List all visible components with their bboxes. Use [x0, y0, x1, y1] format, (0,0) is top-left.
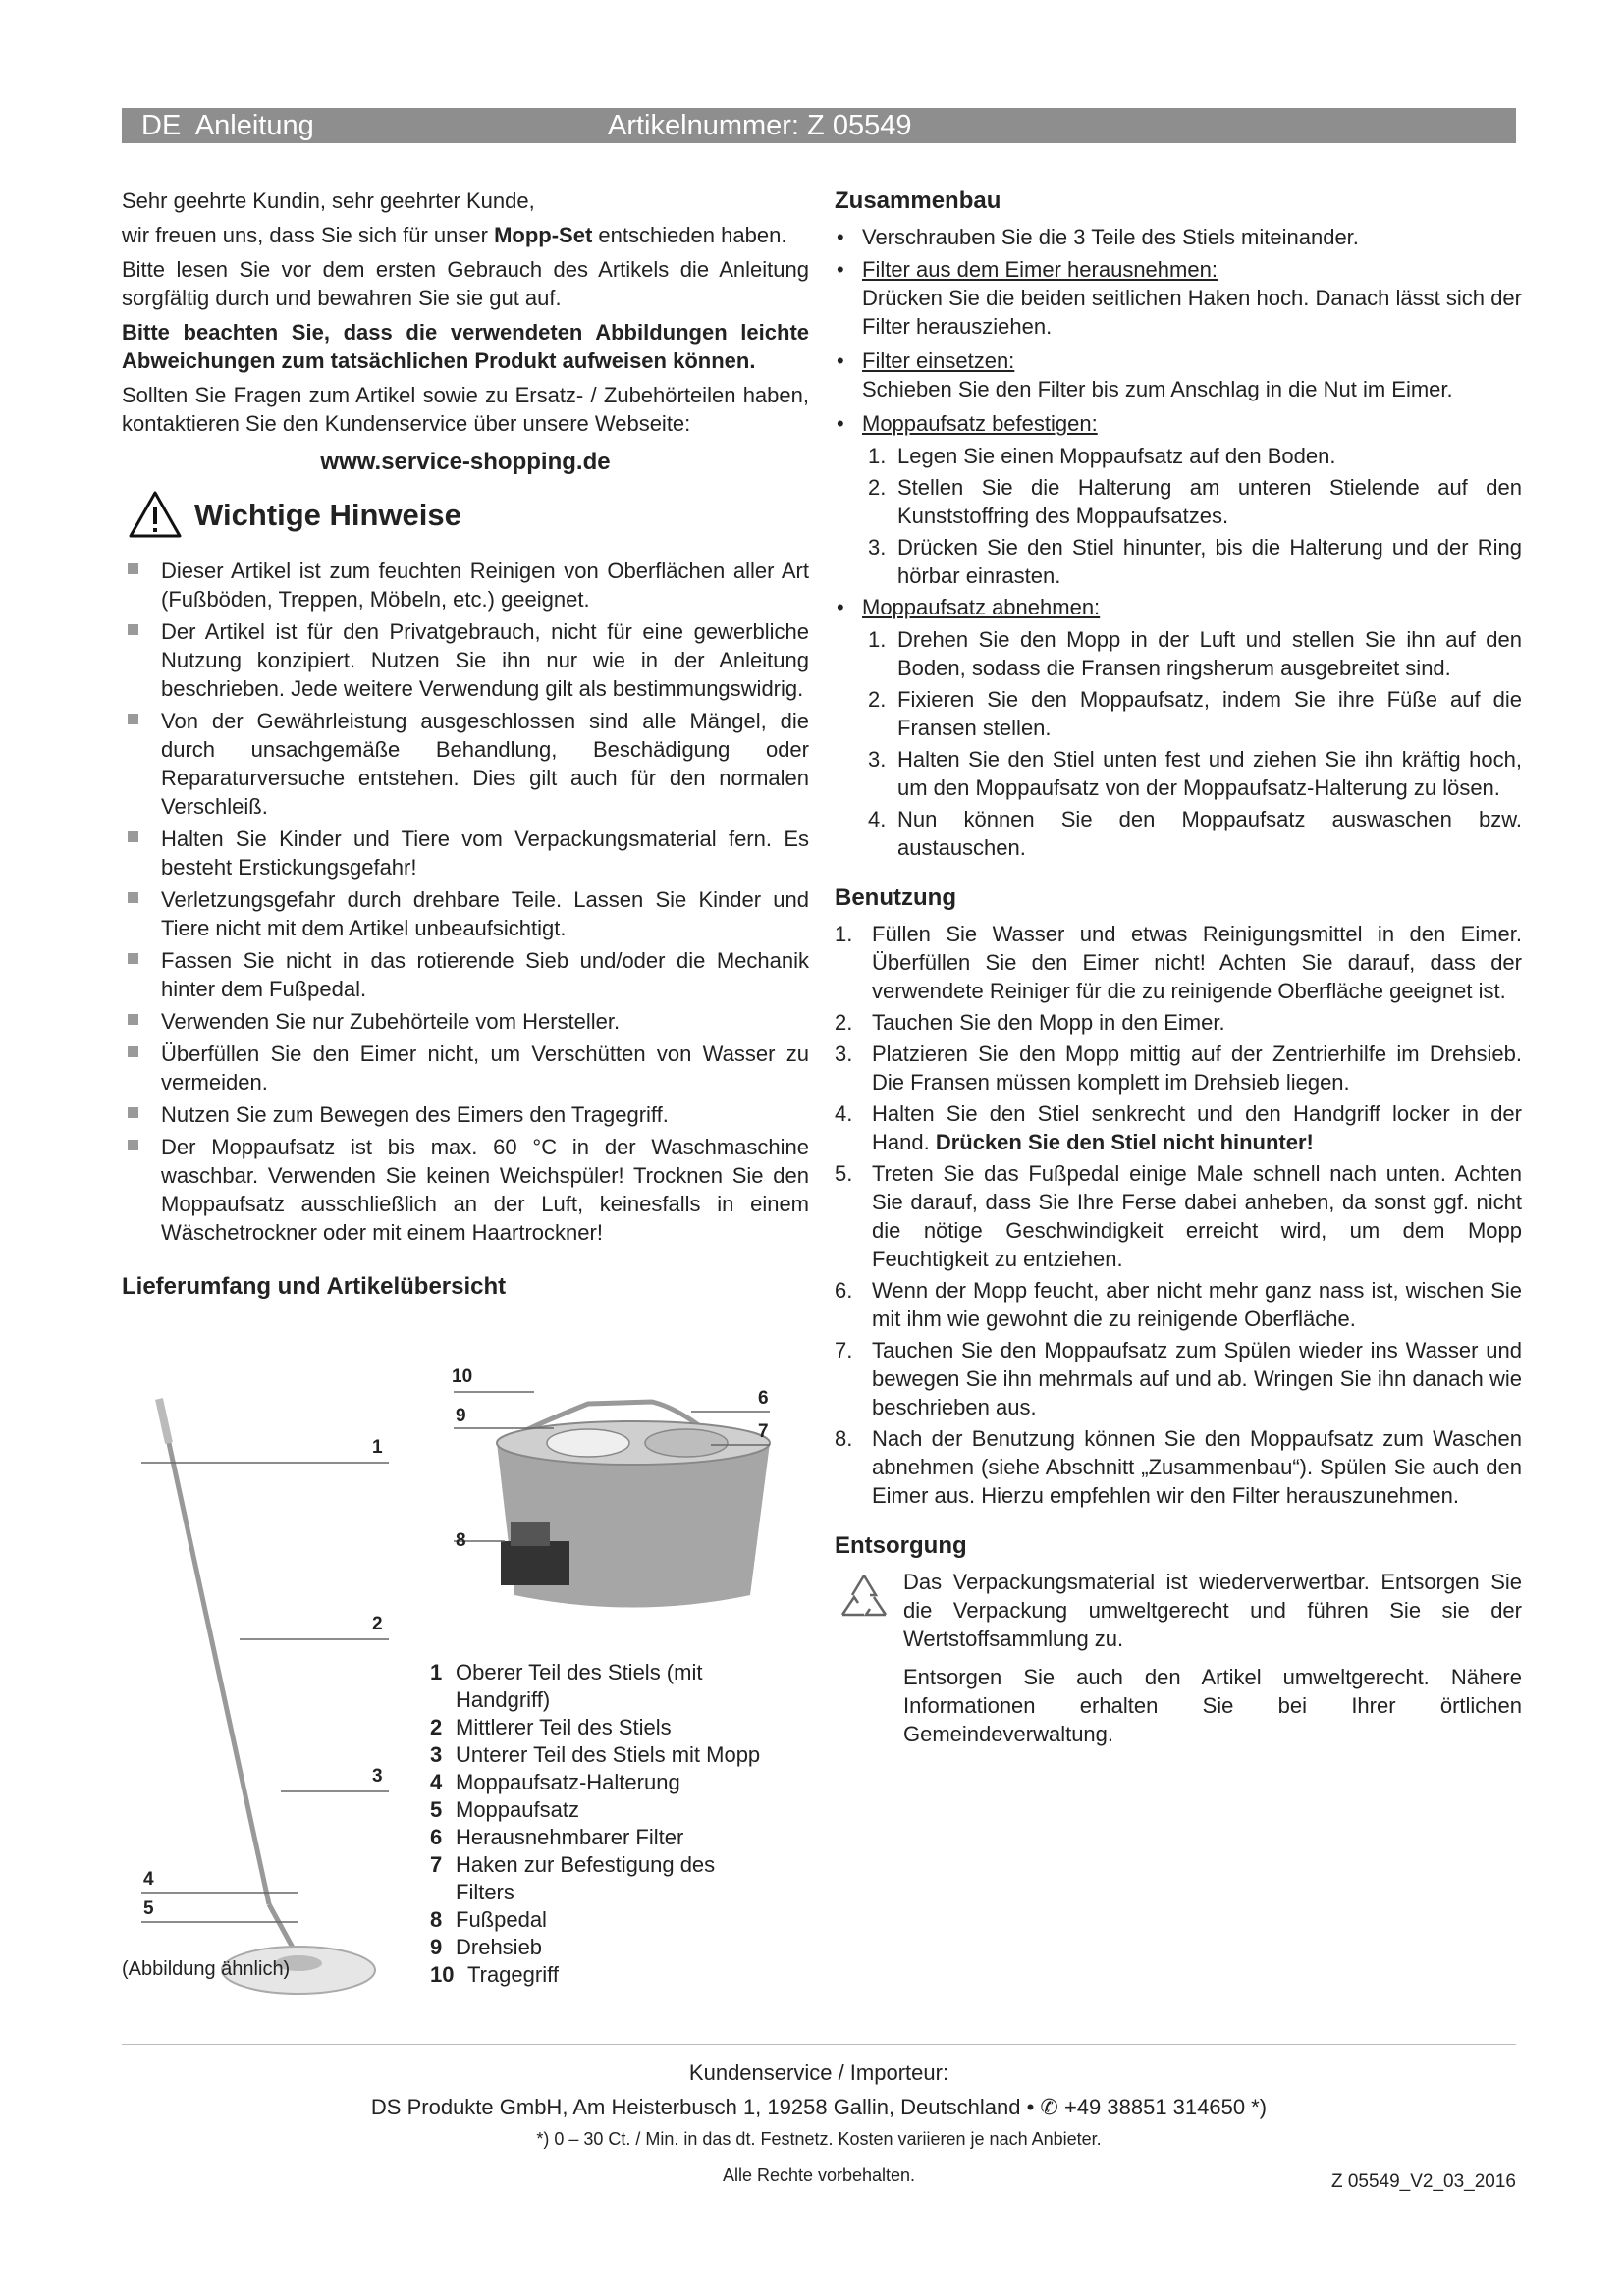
- document-version: Z 05549_V2_03_2016: [1330, 2171, 1516, 2192]
- figure-caption: (Abbildung ähnlich): [122, 1958, 291, 1980]
- list-item: 3. Drücken Sie den Stiel hinunter, bis die Halterung und der Ring hörbar einrasten.: [868, 535, 1522, 588]
- parts-list: [430, 1659, 776, 1989]
- list-item: 7 Haken zur Befestigung des Filters: [430, 1852, 716, 1904]
- disposal-p1: Das Verpackungsmaterial ist wiederverwertbar. Entsorgen Sie die Verpackung umweltgerecht und führen Sie sie der Wertstoffsammlung zu.: [903, 1570, 1522, 1651]
- header-language: DE Anleitung: [141, 110, 314, 141]
- header-article-number: Artikelnummer: Z 05549: [608, 110, 912, 141]
- bullet-square-icon: [128, 1140, 138, 1150]
- bullet-square-icon: [128, 831, 138, 842]
- intro-p2: Bitte lesen Sie vor dem ersten Gebrauch des Artikels die Anleitung sorgfältig durch und bewahren Sie sie gut auf.: [122, 257, 809, 310]
- footer-address: DS Produkte GmbH, Am Heisterbusch 1, 19258 Gallin, Deutschland • ✆ +49 38851 314650 *): [370, 2095, 1268, 2119]
- list-item: 1. Drehen Sie den Mopp in der Luft und stellen Sie ihn auf den Boden, sodass die Fransen ringsherum ausgebreitet sind.: [868, 627, 1522, 680]
- list-item: • Moppaufsatz befestigen:: [837, 411, 1098, 436]
- list-item: • Filter einsetzen: Schieben Sie den Filter bis zum Anschlag in die Nut im Eimer.: [837, 348, 1453, 401]
- list-item: 4. Nun können Sie den Moppaufsatz auswaschen bzw. austauschen.: [868, 807, 1522, 860]
- figure-label-1: 1: [372, 1437, 383, 1458]
- remove-steps: [835, 625, 1522, 862]
- footer: [122, 2044, 1516, 2190]
- left-column: [122, 187, 809, 1308]
- disposal-title: Entsorgung: [835, 1532, 967, 1559]
- list-item: Verwenden Sie nur Zubehörteile vom Hersteller.: [122, 1007, 809, 1036]
- list-item: Dieser Artikel ist zum feuchten Reinigen von Oberflächen aller Art (Fußböden, Treppen, Möbeln, etc.) geeignet.: [122, 557, 809, 614]
- list-item: • Filter aus dem Eimer herausnehmen: Drücken Sie die beiden seitlichen Haken hoch. Danach lässt sich der Filter herausziehen.: [837, 257, 1522, 339]
- bullet-square-icon: [128, 953, 138, 964]
- list-item: 1. Legen Sie einen Moppaufsatz auf den Boden.: [868, 444, 1336, 468]
- list-item: 5. Treten Sie das Fußpedal einige Male schnell nach unten. Achten Sie darauf, dass Sie Ihre Ferse dabei anheben, da sonst ggf. nicht die nötige Geschwindigkeit erreicht wird, um dem Mopp Feuchtigkeit zu entziehen.: [835, 1161, 1522, 1271]
- footer-service-label: Kundenservice / Importeur:: [688, 2060, 949, 2085]
- footer-rights: Alle Rechte vorbehalten.: [722, 2165, 916, 2185]
- warnings-list: [122, 557, 809, 1247]
- bullet-square-icon: [128, 1014, 138, 1025]
- list-item: 6 Herausnehmbarer Filter: [430, 1825, 684, 1849]
- list-item: 7. Tauchen Sie den Moppaufsatz zum Spülen wieder ins Wasser und bewegen Sie ihn mehrmals auf und ab. Wringen Sie ihn danach wie beschrieben aus.: [835, 1338, 1522, 1419]
- list-item: 2. Tauchen Sie den Mopp in den Eimer.: [835, 1010, 1225, 1035]
- list-item: • Verschrauben Sie die 3 Teile des Stiels miteinander.: [837, 225, 1359, 249]
- footer-cost-note: *) 0 – 30 Ct. / Min. in das dt. Festnetz. Kosten variieren je nach Anbieter.: [536, 2129, 1102, 2149]
- list-item: 2 Mittlerer Teil des Stiels: [430, 1715, 672, 1739]
- list-item: 9 Drehsieb: [430, 1935, 543, 1959]
- bullet-square-icon: [128, 714, 138, 724]
- warnings-heading: [128, 490, 809, 539]
- intro-p1: wir freuen uns, dass Sie sich für unser Mopp-Set entschieden haben.: [122, 223, 787, 247]
- intro-p4: Sollten Sie Fragen zum Artikel sowie zu Ersatz- / Zubehörteilen haben, kontaktieren Sie den Kundenservice über unsere Webseite:: [122, 383, 809, 436]
- list-item: Halten Sie Kinder und Tiere vom Verpackungsmaterial fern. Es besteht Erstickungsgefahr!: [122, 825, 809, 881]
- list-item: • Moppaufsatz abnehmen:: [837, 595, 1101, 619]
- figure-label-5: 5: [143, 1898, 154, 1919]
- list-item: 1 Oberer Teil des Stiels (mit Handgriff): [430, 1660, 703, 1712]
- list-item: Der Artikel ist für den Privatgebrauch, nicht für eine gewerbliche Nutzung konzipiert. Nutzen Sie ihn nur wie in der Anleitung beschrieben. Jede weitere Verwendung gilt als bestimmungswidrig.: [122, 617, 809, 703]
- list-item: 8 Fußpedal: [430, 1907, 547, 1932]
- disposal-p2: Entsorgen Sie auch den Artikel umweltgerecht. Nähere Informationen erhalten Sie bei Ihrer örtlichen Gemeindeverwaltung.: [903, 1665, 1522, 1746]
- header-bar: [122, 108, 1516, 143]
- figure-label-10: 10: [452, 1366, 473, 1387]
- disposal-block: [835, 1568, 1522, 1754]
- list-item: 5 Moppaufsatz: [430, 1797, 579, 1822]
- list-item: 10 Tragegriff: [430, 1962, 559, 1987]
- figure-label-6: 6: [758, 1388, 769, 1409]
- figure-label-9: 9: [456, 1406, 466, 1426]
- list-item: Von der Gewährleistung ausgeschlossen sind alle Mängel, die durch unsachgemäße Behandlung, Beschädigung oder Reparaturversuche entstehen. Dies gilt auch für den normalen Verschleiß.: [122, 707, 809, 821]
- warnings-title: Wichtige Hinweise: [194, 497, 461, 532]
- intro-p3: Bitte beachten Sie, dass die verwendeten Abbildungen leichte Abweichungen zum tatsächlichen Produkt aufweisen können.: [122, 320, 809, 373]
- recycle-icon: [835, 1568, 903, 1754]
- list-item: 8. Nach der Benutzung können Sie den Moppaufsatz zum Waschen abnehmen (siehe Abschnitt „Zusammenbau“). Spülen Sie auch den Eimer aus. Hierzu empfehlen wir den Filter herauszunehmen.: [835, 1426, 1522, 1508]
- usage-steps: [835, 920, 1522, 1510]
- greeting: Sehr geehrte Kundin, sehr geehrter Kunde,: [122, 188, 535, 213]
- list-item: 1. Füllen Sie Wasser und etwas Reinigungsmittel in den Eimer. Überfüllen Sie den Eimer nicht! Achten Sie darauf, dass der verwendete Reiniger für die zu reinigende Oberfläche geeignet ist.: [835, 922, 1522, 1003]
- figure-label-7: 7: [758, 1421, 769, 1442]
- list-item: 6. Wenn der Mopp feucht, aber nicht mehr ganz nass ist, wischen Sie mit ihm wie gewohnt die zu reinigende Oberfläche.: [835, 1278, 1522, 1331]
- list-item: 2. Fixieren Sie den Moppaufsatz, indem Sie ihre Füße auf die Fransen stellen.: [868, 687, 1522, 740]
- bullet-square-icon: [128, 1107, 138, 1118]
- list-item: 2. Stellen Sie die Halterung am unteren Stielende auf den Kunststoffring des Moppaufsatzes.: [868, 475, 1522, 528]
- bullet-square-icon: [128, 892, 138, 903]
- overview-title: Lieferumfang und Artikelübersicht: [122, 1273, 507, 1300]
- figure-label-3: 3: [372, 1766, 383, 1787]
- assembly-list: [835, 223, 1522, 438]
- usage-title: Benutzung: [835, 884, 956, 911]
- service-url[interactable]: www.service-shopping.de: [320, 449, 611, 475]
- list-item: Verletzungsgefahr durch drehbare Teile. Lassen Sie Kinder und Tiere nicht mit dem Artikel unbeaufsichtigt.: [122, 885, 809, 942]
- attach-steps: [835, 442, 1522, 590]
- list-item: 3. Halten Sie den Stiel unten fest und ziehen Sie ihn kräftig hoch, um den Moppaufsatz von der Moppaufsatz-Halterung zu lösen.: [868, 747, 1522, 800]
- figure-label-2: 2: [372, 1614, 383, 1634]
- assembly-title: Zusammenbau: [835, 187, 1001, 214]
- list-item: Fassen Sie nicht in das rotierende Sieb und/oder die Mechanik hinter dem Fußpedal.: [122, 946, 809, 1003]
- right-column: [835, 187, 1522, 1754]
- list-item: 3 Unterer Teil des Stiels mit Mopp: [430, 1742, 761, 1767]
- list-item: 4. Halten Sie den Stiel senkrecht und den Handgriff locker in der Hand. Drücken Sie den Stiel nicht hinunter!: [835, 1101, 1522, 1154]
- bullet-square-icon: [128, 624, 138, 635]
- list-item: Nutzen Sie zum Bewegen des Eimers den Tragegriff.: [122, 1100, 809, 1129]
- list-item: 3. Platzieren Sie den Mopp mittig auf der Zentrierhilfe im Drehsieb. Die Fransen müssen komplett im Drehsieb liegen.: [835, 1041, 1522, 1095]
- bullet-square-icon: [128, 1046, 138, 1057]
- figure-label-4: 4: [143, 1869, 154, 1890]
- list-item: 4 Moppaufsatz-Halterung: [430, 1770, 680, 1794]
- figure-label-8: 8: [456, 1530, 466, 1551]
- list-item: Der Moppaufsatz ist bis max. 60 °C in der Waschmaschine waschbar. Verwenden Sie keinen Weichspüler! Trocknen Sie den Moppaufsatz ausschließlich an der Luft, keinesfalls in einem Wäschetrockner oder mit einem Haartrockner!: [122, 1133, 809, 1247]
- list-item: Überfüllen Sie den Eimer nicht, um Verschütten von Wasser zu vermeiden.: [122, 1040, 809, 1096]
- warning-icon: [128, 490, 183, 539]
- bullet-square-icon: [128, 563, 138, 574]
